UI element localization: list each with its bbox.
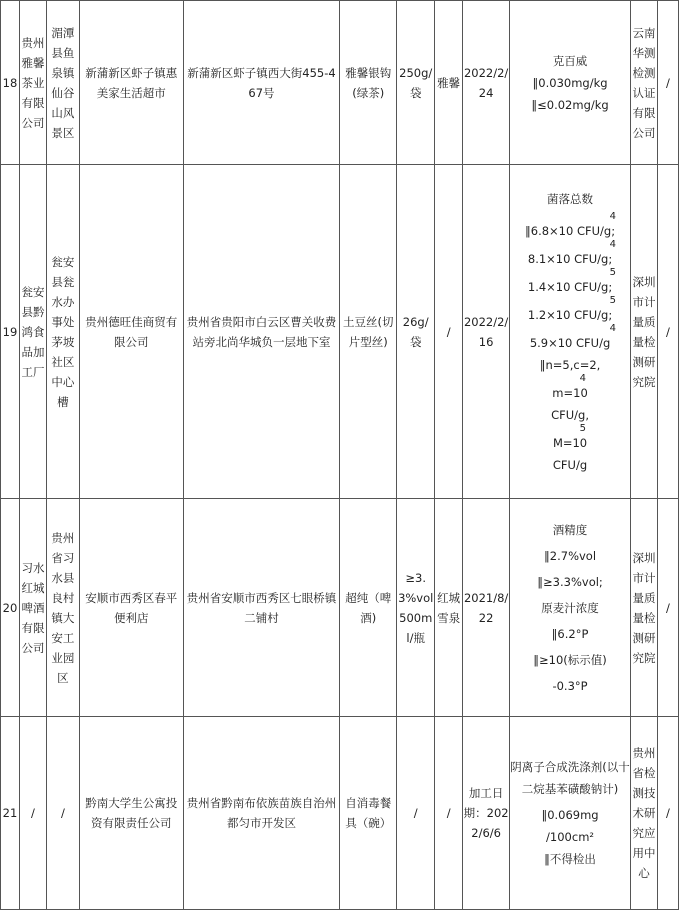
- product-spec: /: [397, 717, 435, 910]
- producer-name: /: [19, 717, 46, 910]
- seller-address: 新蒲新区虾子镇西大街455-467号: [183, 1, 340, 165]
- result-exponent: 5: [579, 422, 586, 434]
- producer-name: 贵州雅馨茶业有限公司: [19, 1, 46, 165]
- seller-address: 贵州省黔南布依族苗族自治州都匀市开发区: [183, 717, 340, 910]
- table-row: [1, 1, 679, 165]
- product-spec: ≥3.3%vol 500ml/瓶: [397, 499, 435, 717]
- result-line: /100cm²: [546, 830, 595, 844]
- result-exponent: 4: [609, 238, 616, 250]
- brand: /: [435, 165, 463, 499]
- result-line: ‖0.030mg/kg: [532, 75, 608, 90]
- result-exponent: 4: [609, 322, 616, 334]
- brand: 雅馨: [435, 1, 463, 165]
- table-row: [1, 165, 679, 499]
- production-date: 2022/2/24: [463, 1, 510, 165]
- production-date: 加工日期：2022/6/6: [463, 717, 510, 910]
- result-line: ‖0.069mg: [541, 808, 599, 822]
- test-result: [510, 717, 631, 910]
- test-result: [510, 1, 631, 165]
- result-exponent: 4: [579, 372, 586, 384]
- testing-agency: 贵州省检测技术研究应用中心: [631, 717, 658, 910]
- production-date: 2022/2/16: [463, 165, 510, 499]
- product-spec: 26g/袋: [397, 165, 435, 499]
- result-exponent: 4: [609, 210, 616, 222]
- product-spec: 250g/袋: [397, 1, 435, 165]
- result-line: 菌落总数: [547, 191, 594, 206]
- row-number: 19: [1, 165, 20, 499]
- note: /: [657, 499, 678, 717]
- producer-address: 湄潭县鱼泉镇仙谷山风景区: [46, 1, 79, 165]
- result-line: 1.4×10 CFU/g;: [527, 279, 613, 294]
- producer-address: /: [46, 717, 79, 910]
- result-exponent: 5: [609, 266, 616, 278]
- table-row: [1, 717, 679, 910]
- result-line: ‖n=5,c=2,: [539, 357, 601, 372]
- note: /: [657, 717, 678, 910]
- producer-address: 贵州省习水县良村镇大安工业园区: [46, 499, 79, 717]
- test-result: [510, 499, 631, 717]
- result-line: M=10: [552, 435, 588, 450]
- result-line: ‖≥3.3%vol;: [537, 574, 603, 589]
- row-number: 20: [1, 499, 20, 717]
- product-name: 雅馨银钩(绿茶): [340, 1, 397, 165]
- table-row: [1, 499, 679, 717]
- product-name: 超纯（啤酒): [340, 499, 397, 717]
- seller-address: 贵州省贵阳市白云区曹关收费站旁北尚华城负一层地下室: [183, 165, 340, 499]
- result-line: 克百威: [552, 53, 588, 68]
- result-line: m=10: [552, 385, 588, 400]
- product-name: 土豆丝(切片型丝): [340, 165, 397, 499]
- note: /: [657, 1, 678, 165]
- result-line: CFU/g,: [551, 407, 589, 422]
- brand: 红城雪泉: [435, 499, 463, 717]
- testing-agency: 云南华测检测认证有限公司: [631, 1, 658, 165]
- seller-name: 新蒲新区虾子镇惠美家生活超市: [79, 1, 183, 165]
- note: /: [657, 165, 678, 499]
- result-line: ‖不得检出: [544, 852, 596, 866]
- result-line: ‖≥10(标示值): [533, 652, 607, 667]
- result-line: ‖2.7%vol: [544, 548, 597, 563]
- result-line: 酒精度: [552, 522, 588, 537]
- result-line: 8.1×10 CFU/g;: [527, 251, 613, 266]
- test-result: [510, 165, 631, 499]
- result-line: ‖6.2°P: [551, 626, 589, 641]
- result-line: 5.9×10 CFU/g: [529, 335, 611, 350]
- producer-address: 瓮安县瓮水办事处茅坡社区中心槽: [46, 165, 79, 499]
- testing-agency: 深圳市计量质量检测研究院: [631, 499, 658, 717]
- row-number: 18: [1, 1, 20, 165]
- result-exponent: 5: [609, 294, 616, 306]
- result-line: ‖≤0.02mg/kg: [531, 97, 609, 112]
- seller-name: 贵州德旺佳商贸有限公司: [79, 165, 183, 499]
- brand: /: [435, 717, 463, 910]
- seller-address: 贵州省安顺市西秀区七眼桥镇二铺村: [183, 499, 340, 717]
- result-line: CFU/g: [552, 457, 588, 472]
- producer-name: 习水红城啤酒有限公司: [19, 499, 46, 717]
- result-line: 1.2×10 CFU/g;: [527, 307, 613, 322]
- seller-name: 安顺市西秀区春平便利店: [79, 499, 183, 717]
- producer-name: 瓮安县黔鸿食品加工厂: [19, 165, 46, 499]
- result-line: -0.3°P: [552, 678, 588, 693]
- product-name: 自消毒餐具（碗）: [340, 717, 397, 910]
- row-number: 21: [1, 717, 20, 910]
- production-date: 2021/8/22: [463, 499, 510, 717]
- testing-agency: 深圳市计量质量检测研究院: [631, 165, 658, 499]
- result-line: 原麦汁浓度: [541, 600, 599, 615]
- seller-name: 黔南大学生公寓投资有限责任公司: [79, 717, 183, 910]
- result-line: ‖6.8×10 CFU/g;: [525, 223, 616, 238]
- result-line: 阴离子合成洗涤剂(以十二烷基苯磺酸钠计): [510, 760, 630, 796]
